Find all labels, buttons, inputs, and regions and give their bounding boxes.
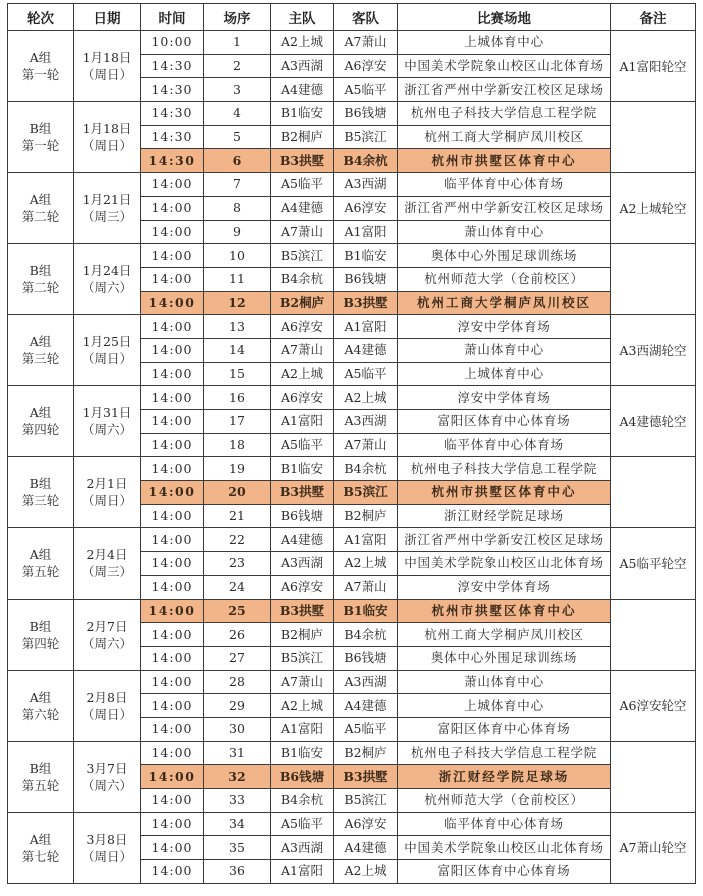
note-cell (611, 741, 696, 812)
note-cell: A4建德轮空 (611, 386, 696, 457)
away-team-cell: A7萧山 (334, 433, 398, 457)
away-team-cell: A5临平 (334, 78, 398, 102)
away-team-cell: B3拱墅 (334, 765, 398, 789)
date-label: 2月4日 (86, 547, 128, 563)
match-no-cell: 4 (204, 102, 271, 126)
away-team-cell: A6淳安 (334, 196, 398, 220)
time-cell: 14:00 (141, 433, 204, 457)
time-cell: 14:00 (141, 410, 204, 434)
home-team-cell: B6钱塘 (271, 504, 334, 528)
match-no-cell: 35 (204, 836, 271, 860)
note-cell: A5临平轮空 (611, 528, 696, 599)
away-team-cell: B1临安 (334, 244, 398, 268)
round-cell (8, 102, 74, 173)
note-cell: A7萧山轮空 (611, 812, 696, 883)
weekday-label: （周三） (81, 564, 132, 580)
venue-cell: 上城体育中心 (398, 362, 611, 386)
match-row (8, 741, 696, 765)
venue-cell: 浙江省严州中学新安江校区足球场 (398, 528, 611, 552)
home-team-cell: A3西湖 (271, 552, 334, 576)
date-cell (74, 670, 141, 741)
home-team-cell: A2上城 (271, 362, 334, 386)
round-label: 第四轮 (21, 635, 60, 651)
venue-cell: 淳安中学体育场 (398, 575, 611, 599)
away-team-cell: B3拱墅 (334, 291, 398, 315)
match-no-cell: 7 (204, 173, 271, 197)
round-cell (8, 812, 74, 883)
weekday-label: （周日） (81, 67, 132, 83)
match-no-cell: 9 (204, 220, 271, 244)
match-no-cell: 17 (204, 410, 271, 434)
venue-cell: 萧山体育中心 (398, 220, 611, 244)
away-team-cell: B6钱塘 (334, 267, 398, 291)
time-cell: 14:00 (141, 386, 204, 410)
home-team-cell: A4建德 (271, 528, 334, 552)
date-label: 2月7日 (86, 618, 128, 634)
note-cell: A6淳安轮空 (611, 670, 696, 741)
match-no-cell: 15 (204, 362, 271, 386)
home-team-cell: A7萧山 (271, 338, 334, 362)
home-team-cell: B4余杭 (271, 267, 334, 291)
match-no-cell: 19 (204, 457, 271, 481)
away-team-cell: A4建德 (334, 694, 398, 718)
date-cell (74, 102, 141, 173)
time-cell: 14:00 (141, 196, 204, 220)
time-cell: 14:30 (141, 78, 204, 102)
date-label: 3月7日 (86, 760, 128, 776)
time-cell: 14:00 (141, 552, 204, 576)
round-cell (8, 670, 74, 741)
header-away: 客队 (334, 4, 398, 31)
note-cell: A2上城轮空 (611, 173, 696, 244)
date-cell (74, 812, 141, 883)
time-cell: 14:00 (141, 315, 204, 339)
venue-cell: 杭州市拱墅区体育中心 (398, 481, 611, 505)
weekday-label: （周六） (81, 635, 132, 651)
home-team-cell: B1临安 (271, 457, 334, 481)
away-team-cell: B4余杭 (334, 457, 398, 481)
header-note: 备注 (611, 4, 696, 31)
match-no-cell: 25 (204, 599, 271, 623)
date-cell (74, 31, 141, 102)
weekday-label: （周六） (81, 280, 132, 296)
away-team-cell: B5滨江 (334, 125, 398, 149)
group-label: A组 (29, 831, 52, 847)
venue-cell: 奥体中心外围足球训练场 (398, 646, 611, 670)
header-round: 轮次 (8, 4, 74, 31)
away-team-cell: A1富阳 (334, 528, 398, 552)
date-cell (74, 599, 141, 670)
match-no-cell: 5 (204, 125, 271, 149)
venue-cell: 浙江省严州中学新安江校区足球场 (398, 196, 611, 220)
match-no-cell: 33 (204, 789, 271, 813)
header-time: 时间 (141, 4, 204, 31)
away-team-cell: B4余杭 (334, 149, 398, 173)
match-no-cell: 27 (204, 646, 271, 670)
match-no-cell: 11 (204, 267, 271, 291)
round-cell (8, 528, 74, 599)
time-cell: 14:30 (141, 102, 204, 126)
group-label: A组 (29, 50, 52, 66)
weekday-label: （周日） (81, 351, 132, 367)
date-cell (74, 741, 141, 812)
round-cell (8, 315, 74, 386)
date-cell (74, 315, 141, 386)
time-cell: 14:00 (141, 670, 204, 694)
time-cell: 14:00 (141, 528, 204, 552)
time-cell: 14:00 (141, 623, 204, 647)
date-cell (74, 386, 141, 457)
time-cell: 14:00 (141, 481, 204, 505)
venue-cell: 富阳区体育中心体育场 (398, 410, 611, 434)
weekday-label: （周日） (81, 848, 132, 864)
time-cell: 14:00 (141, 741, 204, 765)
time-cell: 14:00 (141, 860, 204, 884)
group-label: A组 (29, 405, 52, 421)
home-team-cell: A5临平 (271, 433, 334, 457)
away-team-cell: A2上城 (334, 386, 398, 410)
away-team-cell: B2桐庐 (334, 741, 398, 765)
time-cell: 14:30 (141, 54, 204, 78)
time-cell: 14:30 (141, 125, 204, 149)
home-team-cell: B3拱墅 (271, 599, 334, 623)
venue-cell: 临平体育中心体育场 (398, 173, 611, 197)
venue-cell: 杭州市拱墅区体育中心 (398, 599, 611, 623)
away-team-cell: A5临平 (334, 362, 398, 386)
away-team-cell: A7萧山 (334, 31, 398, 55)
date-label: 1月25日 (82, 334, 132, 350)
round-cell (8, 599, 74, 670)
away-team-cell: B6钱塘 (334, 646, 398, 670)
weekday-label: （周三） (81, 209, 132, 225)
away-team-cell: A4建德 (334, 836, 398, 860)
venue-cell: 杭州市拱墅区体育中心 (398, 149, 611, 173)
home-team-cell: B5滨江 (271, 244, 334, 268)
round-label: 第一轮 (21, 67, 60, 83)
match-no-cell: 2 (204, 54, 271, 78)
match-row (8, 31, 696, 55)
header-venue: 比赛场地 (398, 4, 611, 31)
match-no-cell: 3 (204, 78, 271, 102)
match-row (8, 173, 696, 197)
home-team-cell: A2上城 (271, 694, 334, 718)
away-team-cell: B1临安 (334, 599, 398, 623)
time-cell: 14:00 (141, 338, 204, 362)
home-team-cell: B6钱塘 (271, 765, 334, 789)
venue-cell: 富阳区体育中心体育场 (398, 860, 611, 884)
weekday-label: （周日） (81, 493, 132, 509)
match-no-cell: 21 (204, 504, 271, 528)
home-team-cell: A6淳安 (271, 315, 334, 339)
group-label: B组 (29, 121, 52, 137)
match-no-cell: 31 (204, 741, 271, 765)
round-cell (8, 173, 74, 244)
venue-cell: 萧山体育中心 (398, 670, 611, 694)
date-label: 1月31日 (82, 405, 132, 421)
venue-cell: 临平体育中心体育场 (398, 812, 611, 836)
away-team-cell: B6钱塘 (334, 102, 398, 126)
round-label: 第五轮 (21, 564, 60, 580)
match-row (8, 457, 696, 481)
match-no-cell: 14 (204, 338, 271, 362)
match-no-cell: 12 (204, 291, 271, 315)
match-no-cell: 36 (204, 860, 271, 884)
note-cell: A3西湖轮空 (611, 315, 696, 386)
match-no-cell: 16 (204, 386, 271, 410)
match-no-cell: 22 (204, 528, 271, 552)
date-cell (74, 173, 141, 244)
venue-cell: 淳安中学体育场 (398, 315, 611, 339)
date-label: 3月8日 (86, 831, 128, 847)
match-row (8, 812, 696, 836)
note-cell (611, 244, 696, 315)
home-team-cell: B3拱墅 (271, 481, 334, 505)
match-row (8, 528, 696, 552)
venue-cell: 杭州工商大学桐庐凤川校区 (398, 125, 611, 149)
time-cell: 14:00 (141, 504, 204, 528)
date-label: 1月18日 (82, 50, 132, 66)
date-cell (74, 457, 141, 528)
weekday-label: （周六） (81, 422, 132, 438)
venue-cell: 杭州师范大学（仓前校区） (398, 789, 611, 813)
time-cell: 14:00 (141, 836, 204, 860)
away-team-cell: A4建德 (334, 338, 398, 362)
away-team-cell: A6淳安 (334, 812, 398, 836)
away-team-cell: A3西湖 (334, 410, 398, 434)
match-no-cell: 24 (204, 575, 271, 599)
venue-cell: 上城体育中心 (398, 31, 611, 55)
time-cell: 14:00 (141, 789, 204, 813)
date-cell (74, 244, 141, 315)
weekday-label: （周日） (81, 706, 132, 722)
away-team-cell: A5临平 (334, 717, 398, 741)
match-no-cell: 28 (204, 670, 271, 694)
venue-cell: 浙江省严州中学新安江校区足球场 (398, 78, 611, 102)
venue-cell: 中国美术学院象山校区山北体育场 (398, 54, 611, 78)
time-cell: 14:00 (141, 362, 204, 386)
home-team-cell: A4建德 (271, 78, 334, 102)
time-cell: 14:00 (141, 646, 204, 670)
time-cell: 14:00 (141, 694, 204, 718)
venue-cell: 杭州电子科技大学信息工程学院 (398, 102, 611, 126)
header-home: 主队 (271, 4, 334, 31)
match-no-cell: 34 (204, 812, 271, 836)
home-team-cell: A7萧山 (271, 670, 334, 694)
home-team-cell: A3西湖 (271, 836, 334, 860)
match-no-cell: 23 (204, 552, 271, 576)
match-row (8, 670, 696, 694)
date-label: 2月1日 (86, 476, 128, 492)
group-label: A组 (29, 192, 52, 208)
venue-cell: 临平体育中心体育场 (398, 433, 611, 457)
header-date: 日期 (74, 4, 141, 31)
away-team-cell: A3西湖 (334, 173, 398, 197)
away-team-cell: A1富阳 (334, 220, 398, 244)
venue-cell: 上城体育中心 (398, 694, 611, 718)
round-label: 第一轮 (21, 138, 60, 154)
time-cell: 14:00 (141, 291, 204, 315)
round-label: 第二轮 (21, 280, 60, 296)
match-no-cell: 30 (204, 717, 271, 741)
header-row (8, 4, 696, 31)
venue-cell: 杭州工商大学桐庐凤川校区 (398, 623, 611, 647)
round-cell (8, 386, 74, 457)
round-cell (8, 31, 74, 102)
match-row (8, 244, 696, 268)
round-label: 第七轮 (21, 848, 60, 864)
date-label: 2月8日 (86, 689, 128, 705)
home-team-cell: A2上城 (271, 31, 334, 55)
note-cell (611, 457, 696, 528)
home-team-cell: B3拱墅 (271, 149, 334, 173)
match-no-cell: 29 (204, 694, 271, 718)
time-cell: 14:00 (141, 267, 204, 291)
venue-cell: 浙江财经学院足球场 (398, 765, 611, 789)
venue-cell: 富阳区体育中心体育场 (398, 717, 611, 741)
venue-cell: 浙江财经学院足球场 (398, 504, 611, 528)
time-cell: 14:00 (141, 220, 204, 244)
match-no-cell: 6 (204, 149, 271, 173)
away-team-cell: B5滨江 (334, 789, 398, 813)
home-team-cell: A5临平 (271, 173, 334, 197)
time-cell: 14:00 (141, 765, 204, 789)
weekday-label: （周日） (81, 138, 132, 154)
home-team-cell: A6淳安 (271, 386, 334, 410)
group-label: A组 (29, 689, 52, 705)
note-cell (611, 599, 696, 670)
match-schedule-table (7, 3, 696, 884)
home-team-cell: B2桐庐 (271, 125, 334, 149)
time-cell: 14:00 (141, 575, 204, 599)
home-team-cell: A1富阳 (271, 410, 334, 434)
away-team-cell: B2桐庐 (334, 504, 398, 528)
home-team-cell: B1临安 (271, 102, 334, 126)
away-team-cell: A2上城 (334, 860, 398, 884)
group-label: A组 (29, 547, 52, 563)
date-cell (74, 528, 141, 599)
home-team-cell: A3西湖 (271, 54, 334, 78)
home-team-cell: A4建德 (271, 196, 334, 220)
time-cell: 14:00 (141, 173, 204, 197)
match-row (8, 386, 696, 410)
match-no-cell: 10 (204, 244, 271, 268)
away-team-cell: A7萧山 (334, 575, 398, 599)
weekday-label: （周六） (81, 777, 132, 793)
schedule-body (8, 31, 696, 884)
home-team-cell: B4余杭 (271, 789, 334, 813)
time-cell: 10:00 (141, 31, 204, 55)
date-label: 1月24日 (82, 263, 132, 279)
group-label: B组 (29, 263, 52, 279)
time-cell: 14:00 (141, 717, 204, 741)
venue-cell: 杭州电子科技大学信息工程学院 (398, 741, 611, 765)
header-match-no: 场序 (204, 4, 271, 31)
venue-cell: 杭州工商大学桐庐凤川校区 (398, 291, 611, 315)
time-cell: 14:00 (141, 599, 204, 623)
round-label: 第三轮 (21, 351, 60, 367)
round-label: 第五轮 (21, 777, 60, 793)
venue-cell: 杭州师范大学（仓前校区） (398, 267, 611, 291)
away-team-cell: B4余杭 (334, 623, 398, 647)
venue-cell: 奥体中心外围足球训练场 (398, 244, 611, 268)
home-team-cell: B2桐庐 (271, 291, 334, 315)
date-label: 1月21日 (82, 192, 132, 208)
date-label: 1月18日 (82, 121, 132, 137)
group-label: A组 (29, 334, 52, 350)
match-no-cell: 32 (204, 765, 271, 789)
away-team-cell: A2上城 (334, 552, 398, 576)
match-no-cell: 18 (204, 433, 271, 457)
group-label: B组 (29, 476, 52, 492)
time-cell: 14:00 (141, 812, 204, 836)
time-cell: 14:30 (141, 149, 204, 173)
away-team-cell: A6淳安 (334, 54, 398, 78)
venue-cell: 淳安中学体育场 (398, 386, 611, 410)
home-team-cell: B1临安 (271, 741, 334, 765)
round-label: 第二轮 (21, 209, 60, 225)
home-team-cell: B5滨江 (271, 646, 334, 670)
away-team-cell: A3西湖 (334, 670, 398, 694)
round-cell (8, 457, 74, 528)
home-team-cell: A6淳安 (271, 575, 334, 599)
away-team-cell: A1富阳 (334, 315, 398, 339)
home-team-cell: A1富阳 (271, 717, 334, 741)
round-label: 第三轮 (21, 493, 60, 509)
home-team-cell: A7萧山 (271, 220, 334, 244)
group-label: B组 (29, 760, 52, 776)
note-cell: A1富阳轮空 (611, 31, 696, 102)
group-label: B组 (29, 618, 52, 634)
schedule-table-wrapper (7, 3, 696, 884)
match-no-cell: 26 (204, 623, 271, 647)
venue-cell: 中国美术学院象山校区山北体育场 (398, 552, 611, 576)
round-label: 第六轮 (21, 706, 60, 722)
home-team-cell: A5临平 (271, 812, 334, 836)
match-no-cell: 8 (204, 196, 271, 220)
round-label: 第四轮 (21, 422, 60, 438)
away-team-cell: B5滨江 (334, 481, 398, 505)
match-row (8, 315, 696, 339)
venue-cell: 杭州电子科技大学信息工程学院 (398, 457, 611, 481)
match-no-cell: 1 (204, 31, 271, 55)
match-row (8, 599, 696, 623)
match-no-cell: 13 (204, 315, 271, 339)
venue-cell: 萧山体育中心 (398, 338, 611, 362)
round-cell (8, 244, 74, 315)
time-cell: 14:00 (141, 457, 204, 481)
home-team-cell: A1富阳 (271, 860, 334, 884)
time-cell: 14:00 (141, 244, 204, 268)
venue-cell: 中国美术学院象山校区山北体育场 (398, 836, 611, 860)
round-cell (8, 741, 74, 812)
match-row (8, 102, 696, 126)
home-team-cell: B2桐庐 (271, 623, 334, 647)
match-no-cell: 20 (204, 481, 271, 505)
note-cell (611, 102, 696, 173)
